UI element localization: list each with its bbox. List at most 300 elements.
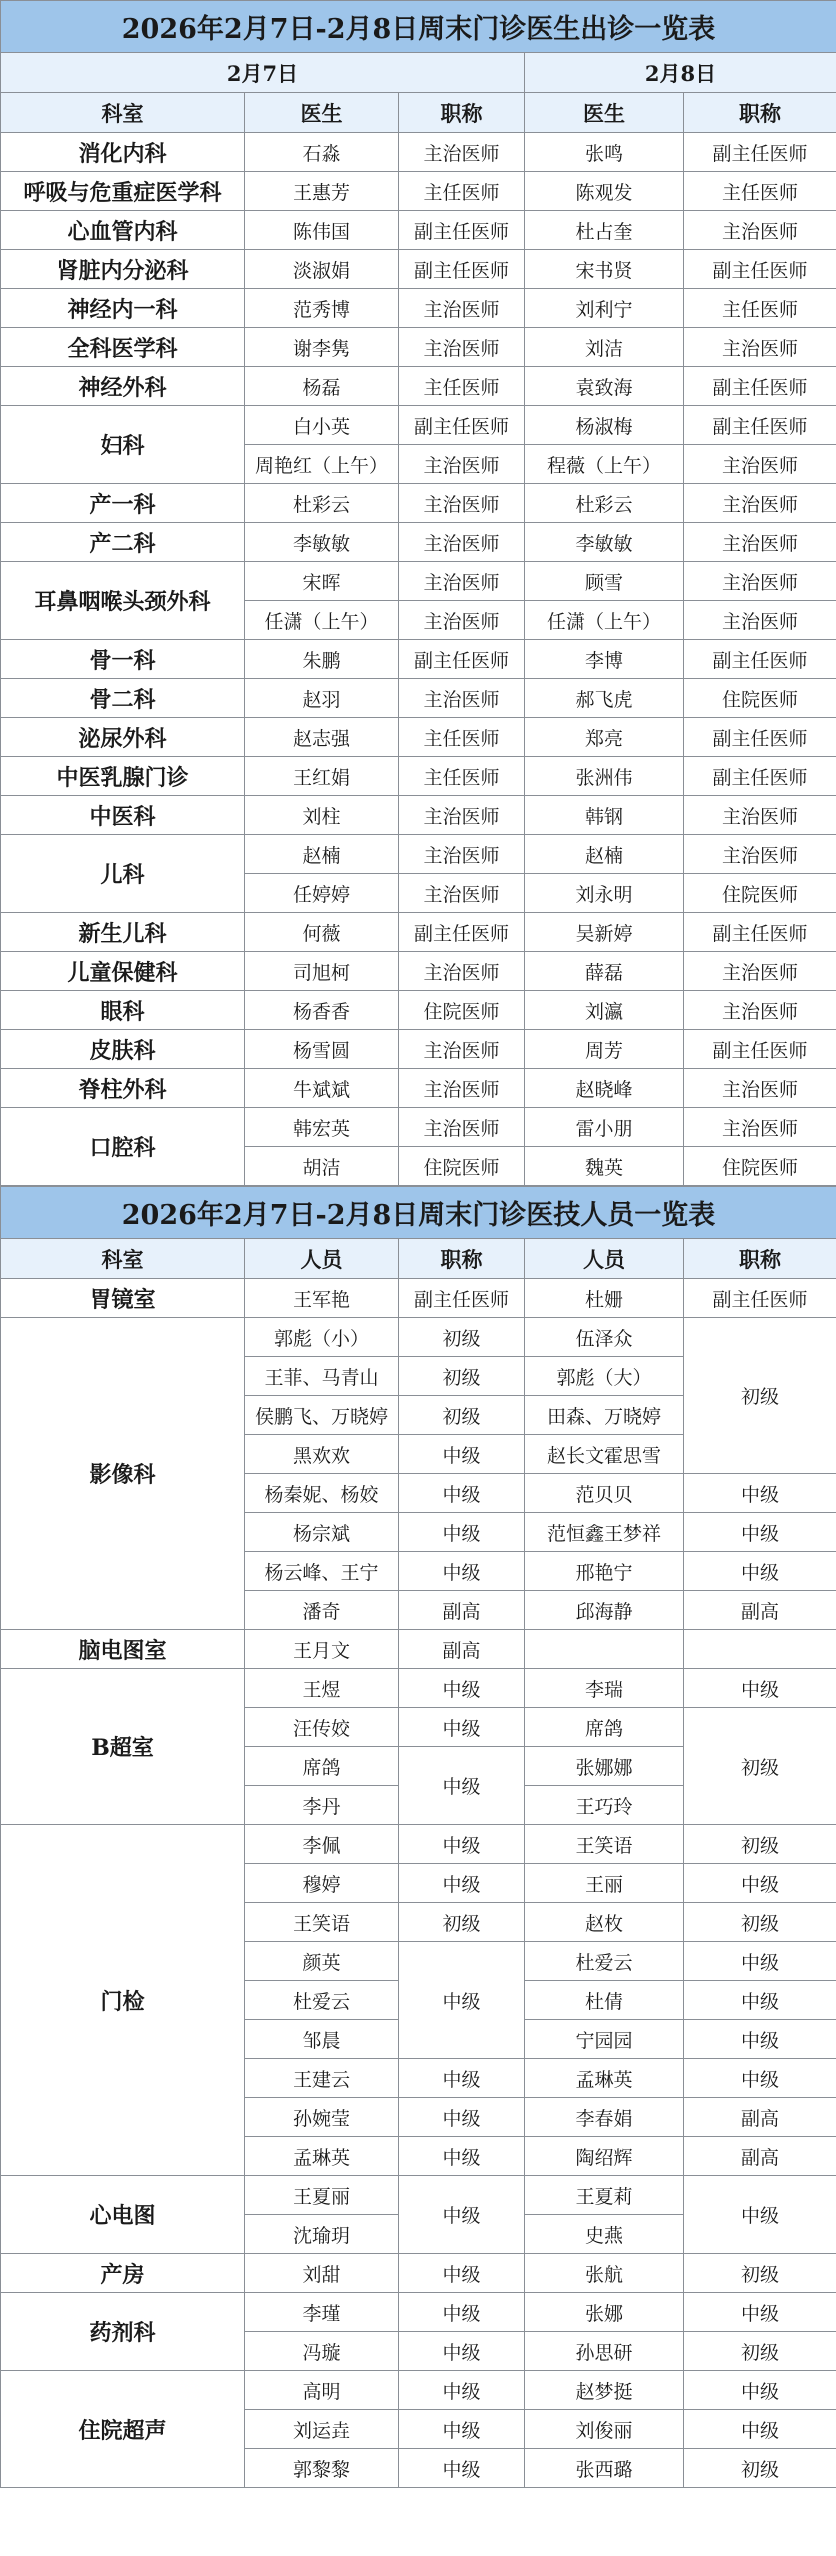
doctor-cell-title-day1: 主治医师 [399, 601, 525, 640]
doctor-cell-dept: 消化内科 [1, 133, 245, 172]
tech-cell-title-day1: 副高 [399, 1591, 525, 1630]
doctor-cell-staff-day1: 何薇 [245, 913, 399, 952]
tech-cell-staff-day1: 席鸽 [245, 1747, 399, 1786]
tech-header-title-day2: 职称 [684, 1239, 836, 1279]
tech-cell-staff-day1: 王军艳 [245, 1279, 399, 1318]
tech-cell-dept: 门检 [1, 1825, 245, 2176]
doctor-cell-title-day1: 主治医师 [399, 484, 525, 523]
tech-table-title: 2026年2月7日-2月8日周末门诊医技人员一览表 [1, 1187, 836, 1239]
tech-cell-staff-day1: 杨云峰、王宁 [245, 1552, 399, 1591]
tech-cell-staff-day1: 李瑾 [245, 2293, 399, 2332]
doctor-cell-staff-day2: 周芳 [525, 1030, 684, 1069]
doctor-cell-title-day2: 副主任医师 [684, 757, 836, 796]
doctor-cell-title-day2: 主治医师 [684, 991, 836, 1030]
doctor-cell-title-day1: 主治医师 [399, 445, 525, 484]
tech-cell-title-day2: 中级 [684, 2293, 836, 2332]
doctor-cell-title-day1: 主治医师 [399, 1069, 525, 1108]
doctor-cell-title-day2: 主任医师 [684, 289, 836, 328]
doctor-cell-staff-day1: 杨香香 [245, 991, 399, 1030]
doctor-cell-dept: 儿科 [1, 835, 245, 913]
doctor-cell-dept: 产一科 [1, 484, 245, 523]
tech-cell-title-day2: 副高 [684, 2137, 836, 2176]
tech-cell-title-day1: 中级 [399, 1513, 525, 1552]
tech-row [1, 1279, 836, 1318]
doctor-cell-title-day2: 主治医师 [684, 523, 836, 562]
tech-cell-staff-day2: 席鸽 [525, 1708, 684, 1747]
tech-row [1, 1318, 836, 1357]
tech-staff-schedule-table [0, 1186, 836, 2488]
doctor-cell-staff-day2: 赵晓峰 [525, 1069, 684, 1108]
tech-row [1, 1825, 836, 1864]
doctor-cell-dept: 产二科 [1, 523, 245, 562]
doctor-cell-staff-day2: 郑亮 [525, 718, 684, 757]
doctor-row [1, 679, 836, 718]
tech-cell-title-day2: 中级 [684, 1981, 836, 2020]
tech-cell-staff-day1: 刘运垚 [245, 2410, 399, 2449]
tech-cell-title-day2: 中级 [684, 1864, 836, 1903]
doctor-cell-staff-day1: 淡淑娟 [245, 250, 399, 289]
tech-cell-staff-day2: 宁园园 [525, 2020, 684, 2059]
tech-cell-title-day1: 初级 [399, 1318, 525, 1357]
doctor-cell-staff-day2: 杨淑梅 [525, 406, 684, 445]
tech-cell-staff-day2: 孟琳英 [525, 2059, 684, 2098]
doctor-row [1, 367, 836, 406]
tech-cell-staff-day1: 颜英 [245, 1942, 399, 1981]
doctor-cell-staff-day1: 王惠芳 [245, 172, 399, 211]
tech-row [1, 2176, 836, 2215]
doctor-cell-title-day2: 副主任医师 [684, 250, 836, 289]
tech-cell-title-day1: 中级 [399, 2371, 525, 2410]
doctor-cell-title-day1: 主治医师 [399, 562, 525, 601]
doctor-cell-staff-day1: 宋晖 [245, 562, 399, 601]
tech-cell-title-day1: 中级 [399, 2410, 525, 2449]
doctor-cell-title-day1: 主治医师 [399, 679, 525, 718]
doctor-cell-staff-day1: 任婷婷 [245, 874, 399, 913]
doctor-cell-title-day2: 副主任医师 [684, 133, 836, 172]
tech-cell-staff-day1: 王建云 [245, 2059, 399, 2098]
tech-cell-staff-day1: 孟琳英 [245, 2137, 399, 2176]
doctor-cell-title-day2: 主治医师 [684, 1108, 836, 1147]
doctor-cell-title-day2: 住院医师 [684, 679, 836, 718]
tech-cell-staff-day2: 张航 [525, 2254, 684, 2293]
tech-cell-title-day2: 中级 [684, 2410, 836, 2449]
doctor-row [1, 1069, 836, 1108]
tech-row [1, 2254, 836, 2293]
doctor-row [1, 133, 836, 172]
tech-cell-title-day2: 副高 [684, 2098, 836, 2137]
tech-cell-title-day1: 中级 [399, 2449, 525, 2488]
tech-cell-title-day1: 中级 [399, 2098, 525, 2137]
tech-cell-staff-day2: 伍泽众 [525, 1318, 684, 1357]
tech-cell-staff-day1: 潘奇 [245, 1591, 399, 1630]
doctor-cell-staff-day1: 杨雪圆 [245, 1030, 399, 1069]
tech-header-staff-day2: 人员 [525, 1239, 684, 1279]
tech-cell-staff-day1: 王月文 [245, 1630, 399, 1669]
tech-header-department: 科室 [1, 1239, 245, 1279]
doctor-cell-dept: 神经内一科 [1, 289, 245, 328]
doctor-cell-staff-day1: 胡洁 [245, 1147, 399, 1186]
doctor-cell-dept: 全科医学科 [1, 328, 245, 367]
doctor-cell-staff-day2: 程薇（上午） [525, 445, 684, 484]
tech-cell-staff-day1: 王笑语 [245, 1903, 399, 1942]
doctor-row [1, 757, 836, 796]
doctor-cell-title-day2: 副主任医师 [684, 718, 836, 757]
tech-cell-title-day1: 初级 [399, 1357, 525, 1396]
doctor-cell-title-day1: 副主任医师 [399, 640, 525, 679]
tech-cell-title-day1: 中级 [399, 1435, 525, 1474]
tech-cell-title-day2: 中级 [684, 1942, 836, 1981]
tech-cell-staff-day2: 王丽 [525, 1864, 684, 1903]
tech-cell-staff-day1: 李佩 [245, 1825, 399, 1864]
doctor-row [1, 406, 836, 445]
header-doctor-day2: 医生 [525, 93, 684, 133]
tech-cell-staff-day1: 郭彪（小） [245, 1318, 399, 1357]
doctor-cell-staff-day1: 韩宏英 [245, 1108, 399, 1147]
tech-cell-title-day2 [684, 1630, 836, 1669]
day1-header: 2月7日 [1, 53, 525, 93]
tech-cell-staff-day2: 邱海静 [525, 1591, 684, 1630]
doctor-cell-dept: 眼科 [1, 991, 245, 1030]
doctor-row [1, 250, 836, 289]
tech-cell-title-day1: 中级 [399, 1708, 525, 1747]
doctor-cell-title-day2: 副主任医师 [684, 367, 836, 406]
doctor-cell-title-day2: 主治医师 [684, 211, 836, 250]
doctor-row [1, 211, 836, 250]
tech-cell-staff-day2: 郭彪（大） [525, 1357, 684, 1396]
tech-cell-title-day1: 初级 [399, 1903, 525, 1942]
doctor-cell-title-day2: 主任医师 [684, 172, 836, 211]
tech-cell-staff-day2: 赵枚 [525, 1903, 684, 1942]
tech-cell-dept: 药剂科 [1, 2293, 245, 2371]
doctor-row [1, 913, 836, 952]
doctor-cell-dept: 心血管内科 [1, 211, 245, 250]
tech-cell-staff-day2: 王笑语 [525, 1825, 684, 1864]
doctor-cell-staff-day2: 刘洁 [525, 328, 684, 367]
tech-cell-staff-day1: 孙婉莹 [245, 2098, 399, 2137]
tech-header-staff-day1: 人员 [245, 1239, 399, 1279]
tech-cell-dept: 住院超声 [1, 2371, 245, 2488]
doctor-row [1, 640, 836, 679]
doctor-cell-staff-day2: 刘利宁 [525, 289, 684, 328]
tech-cell-title-day2: 副主任医师 [684, 1279, 836, 1318]
doctor-cell-title-day1: 主任医师 [399, 367, 525, 406]
tech-cell-title-day2: 中级 [684, 1474, 836, 1513]
tech-cell-staff-day1: 王煜 [245, 1669, 399, 1708]
doctor-cell-staff-day1: 赵志强 [245, 718, 399, 757]
doctor-cell-title-day1: 主治医师 [399, 796, 525, 835]
day2-header: 2月8日 [525, 53, 836, 93]
doctor-cell-dept: 口腔科 [1, 1108, 245, 1186]
doctor-cell-staff-day2: 张洲伟 [525, 757, 684, 796]
doctor-cell-staff-day1: 朱鹏 [245, 640, 399, 679]
tech-cell-staff-day2: 张娜 [525, 2293, 684, 2332]
tech-cell-title-day2: 初级 [684, 1318, 836, 1474]
doctor-cell-staff-day2: 任潇（上午） [525, 601, 684, 640]
tech-cell-staff-day1: 李丹 [245, 1786, 399, 1825]
tech-cell-title-day2: 初级 [684, 1825, 836, 1864]
tech-cell-staff-day2: 范贝贝 [525, 1474, 684, 1513]
doctor-cell-title-day2: 主治医师 [684, 1069, 836, 1108]
tech-cell-staff-day1: 王菲、马青山 [245, 1357, 399, 1396]
doctor-cell-title-day1: 主任医师 [399, 718, 525, 757]
doctor-cell-title-day1: 主治医师 [399, 835, 525, 874]
doctor-cell-staff-day2: 陈观发 [525, 172, 684, 211]
doctor-cell-staff-day2: 韩钢 [525, 796, 684, 835]
header-doctor-day1: 医生 [245, 93, 399, 133]
doctor-cell-staff-day1: 牛斌斌 [245, 1069, 399, 1108]
doctor-cell-dept: 儿童保健科 [1, 952, 245, 991]
header-title-day1: 职称 [399, 93, 525, 133]
tech-cell-title-day2: 初级 [684, 1708, 836, 1825]
doctor-row [1, 1108, 836, 1147]
tech-cell-staff-day2: 李瑞 [525, 1669, 684, 1708]
tech-cell-title-day2: 初级 [684, 2254, 836, 2293]
doctor-cell-staff-day2: 刘瀛 [525, 991, 684, 1030]
doctor-cell-staff-day2: 袁致海 [525, 367, 684, 406]
tech-cell-staff-day1: 沈瑜玥 [245, 2215, 399, 2254]
tech-cell-staff-day2: 刘俊丽 [525, 2410, 684, 2449]
doctor-cell-dept: 骨二科 [1, 679, 245, 718]
tech-cell-staff-day2: 田森、万晓婷 [525, 1396, 684, 1435]
tech-cell-title-day1: 中级 [399, 2176, 525, 2254]
tech-row [1, 1630, 836, 1669]
doctor-cell-dept: 骨一科 [1, 640, 245, 679]
doctor-cell-title-day2: 住院医师 [684, 874, 836, 913]
tech-cell-title-day1: 中级 [399, 2332, 525, 2371]
tech-cell-title-day1: 中级 [399, 1864, 525, 1903]
doctor-cell-title-day1: 住院医师 [399, 991, 525, 1030]
doctor-cell-staff-day1: 白小英 [245, 406, 399, 445]
doctor-row [1, 991, 836, 1030]
doctor-cell-title-day1: 副主任医师 [399, 211, 525, 250]
doctor-cell-staff-day1: 周艳红（上午） [245, 445, 399, 484]
doctor-row [1, 172, 836, 211]
tech-cell-title-day1: 中级 [399, 2254, 525, 2293]
tech-cell-title-day2: 中级 [684, 1669, 836, 1708]
doctor-cell-staff-day1: 陈伟国 [245, 211, 399, 250]
doctor-row [1, 484, 836, 523]
tech-cell-staff-day2: 杜爱云 [525, 1942, 684, 1981]
doctor-cell-staff-day1: 杜彩云 [245, 484, 399, 523]
tech-cell-title-day2: 中级 [684, 1513, 836, 1552]
tech-cell-title-day2: 中级 [684, 2176, 836, 2254]
doctor-cell-title-day1: 主治医师 [399, 133, 525, 172]
doctor-row [1, 952, 836, 991]
tech-row [1, 1669, 836, 1708]
doctor-cell-title-day2: 副主任医师 [684, 913, 836, 952]
tech-cell-staff-day2: 杜姗 [525, 1279, 684, 1318]
doctor-cell-dept: 中医乳腺门诊 [1, 757, 245, 796]
doctor-cell-title-day1: 副主任医师 [399, 406, 525, 445]
doctor-cell-title-day1: 住院医师 [399, 1147, 525, 1186]
doctor-cell-title-day1: 副主任医师 [399, 913, 525, 952]
tech-cell-staff-day2: 邢艳宁 [525, 1552, 684, 1591]
tech-cell-staff-day1: 黑欢欢 [245, 1435, 399, 1474]
doctor-cell-staff-day1: 赵羽 [245, 679, 399, 718]
doctor-cell-staff-day2: 张鸣 [525, 133, 684, 172]
doctor-cell-staff-day2: 赵楠 [525, 835, 684, 874]
doctor-cell-title-day1: 主治医师 [399, 952, 525, 991]
tech-cell-staff-day1: 王夏丽 [245, 2176, 399, 2215]
doctor-row [1, 562, 836, 601]
doctor-cell-staff-day1: 刘柱 [245, 796, 399, 835]
doctor-cell-dept: 新生儿科 [1, 913, 245, 952]
tech-cell-title-day2: 初级 [684, 2449, 836, 2488]
tech-cell-title-day1: 初级 [399, 1396, 525, 1435]
tech-cell-title-day1: 副主任医师 [399, 1279, 525, 1318]
doctor-cell-title-day1: 主治医师 [399, 1108, 525, 1147]
doctor-cell-staff-day2: 吴新婷 [525, 913, 684, 952]
doctor-row [1, 796, 836, 835]
tech-cell-title-day1: 中级 [399, 1825, 525, 1864]
tech-cell-staff-day1: 杨宗斌 [245, 1513, 399, 1552]
tech-cell-staff-day2: 赵长文霍思雪 [525, 1435, 684, 1474]
tech-cell-dept: B超室 [1, 1669, 245, 1825]
doctor-row [1, 1030, 836, 1069]
doctor-cell-dept: 呼吸与危重症医学科 [1, 172, 245, 211]
doctor-cell-title-day1: 主任医师 [399, 172, 525, 211]
doctors-table-title: 2026年2月7日-2月8日周末门诊医生出诊一览表 [1, 1, 836, 53]
tech-cell-title-day2: 中级 [684, 1552, 836, 1591]
doctor-cell-dept: 耳鼻咽喉头颈外科 [1, 562, 245, 640]
doctor-cell-staff-day2: 杜占奎 [525, 211, 684, 250]
tech-cell-staff-day2: 李春娟 [525, 2098, 684, 2137]
tech-cell-staff-day1: 穆婷 [245, 1864, 399, 1903]
tech-row [1, 2371, 836, 2410]
doctor-cell-staff-day2: 李博 [525, 640, 684, 679]
tech-cell-staff-day2: 张西璐 [525, 2449, 684, 2488]
tech-cell-staff-day2: 孙思研 [525, 2332, 684, 2371]
tech-cell-title-day2: 初级 [684, 2332, 836, 2371]
tech-cell-staff-day2: 杜倩 [525, 1981, 684, 2020]
tech-cell-title-day1: 中级 [399, 2293, 525, 2332]
doctor-cell-dept: 皮肤科 [1, 1030, 245, 1069]
doctor-cell-dept: 中医科 [1, 796, 245, 835]
tech-cell-title-day2: 副高 [684, 1591, 836, 1630]
doctor-cell-staff-day1: 任潇（上午） [245, 601, 399, 640]
doctor-cell-staff-day2: 李敏敏 [525, 523, 684, 562]
doctor-cell-staff-day2: 魏英 [525, 1147, 684, 1186]
doctor-cell-title-day2: 主治医师 [684, 796, 836, 835]
tech-cell-title-day1: 中级 [399, 2059, 525, 2098]
doctor-cell-title-day2: 主治医师 [684, 952, 836, 991]
tech-cell-title-day2: 中级 [684, 2059, 836, 2098]
doctor-cell-title-day1: 主治医师 [399, 523, 525, 562]
tech-cell-staff-day2: 赵梦挺 [525, 2371, 684, 2410]
doctor-cell-title-day1: 主治医师 [399, 874, 525, 913]
tech-cell-staff-day2 [525, 1630, 684, 1669]
doctor-cell-dept: 神经外科 [1, 367, 245, 406]
doctor-cell-staff-day1: 谢李隽 [245, 328, 399, 367]
tech-header-title-day1: 职称 [399, 1239, 525, 1279]
doctor-cell-staff-day1: 范秀博 [245, 289, 399, 328]
doctor-cell-staff-day1: 石淼 [245, 133, 399, 172]
tech-cell-staff-day2: 史燕 [525, 2215, 684, 2254]
tech-cell-title-day1: 中级 [399, 1474, 525, 1513]
doctor-cell-staff-day2: 宋书贤 [525, 250, 684, 289]
tech-cell-title-day1: 中级 [399, 2137, 525, 2176]
tech-cell-staff-day1: 郭黎黎 [245, 2449, 399, 2488]
doctor-cell-staff-day2: 顾雪 [525, 562, 684, 601]
tech-cell-dept: 胃镜室 [1, 1279, 245, 1318]
tech-cell-staff-day1: 杨秦妮、杨姣 [245, 1474, 399, 1513]
doctor-cell-dept: 肾脏内分泌科 [1, 250, 245, 289]
doctor-cell-title-day1: 主治医师 [399, 289, 525, 328]
doctor-cell-staff-day1: 王红娟 [245, 757, 399, 796]
doctor-cell-title-day2: 主治医师 [684, 601, 836, 640]
doctor-cell-staff-day1: 杨磊 [245, 367, 399, 406]
tech-cell-staff-day1: 汪传姣 [245, 1708, 399, 1747]
doctor-cell-staff-day2: 刘永明 [525, 874, 684, 913]
doctor-cell-title-day2: 副主任医师 [684, 640, 836, 679]
tech-cell-staff-day1: 邹晨 [245, 2020, 399, 2059]
tech-cell-title-day1: 中级 [399, 1747, 525, 1825]
tech-cell-staff-day1: 刘甜 [245, 2254, 399, 2293]
doctor-row [1, 835, 836, 874]
doctor-row [1, 328, 836, 367]
tech-cell-dept: 产房 [1, 2254, 245, 2293]
doctor-cell-dept: 妇科 [1, 406, 245, 484]
tech-cell-title-day1: 中级 [399, 1552, 525, 1591]
tech-row [1, 2293, 836, 2332]
doctor-row [1, 289, 836, 328]
doctor-cell-title-day2: 主治医师 [684, 562, 836, 601]
tech-cell-dept: 脑电图室 [1, 1630, 245, 1669]
doctor-cell-dept: 脊柱外科 [1, 1069, 245, 1108]
doctor-cell-title-day2: 主治医师 [684, 445, 836, 484]
doctor-cell-staff-day2: 薛磊 [525, 952, 684, 991]
doctor-row [1, 718, 836, 757]
doctor-cell-title-day2: 住院医师 [684, 1147, 836, 1186]
tech-cell-title-day1: 中级 [399, 1669, 525, 1708]
doctor-cell-title-day1: 主任医师 [399, 757, 525, 796]
doctor-cell-staff-day2: 雷小朋 [525, 1108, 684, 1147]
doctor-cell-title-day2: 副主任医师 [684, 1030, 836, 1069]
doctor-row [1, 523, 836, 562]
tech-cell-staff-day1: 高明 [245, 2371, 399, 2410]
tech-cell-staff-day1: 侯鹏飞、万晓婷 [245, 1396, 399, 1435]
tech-cell-staff-day1: 杜爱云 [245, 1981, 399, 2020]
header-title-day2: 职称 [684, 93, 836, 133]
tech-cell-dept: 心电图 [1, 2176, 245, 2254]
tech-cell-title-day1: 中级 [399, 1942, 525, 2059]
doctor-cell-staff-day1: 李敏敏 [245, 523, 399, 562]
doctor-cell-title-day2: 副主任医师 [684, 406, 836, 445]
tech-cell-staff-day2: 范恒鑫王梦祥 [525, 1513, 684, 1552]
doctor-cell-title-day2: 主治医师 [684, 484, 836, 523]
header-department: 科室 [1, 93, 245, 133]
tech-cell-dept: 影像科 [1, 1318, 245, 1630]
tech-cell-staff-day1: 冯璇 [245, 2332, 399, 2371]
tech-cell-title-day2: 初级 [684, 1903, 836, 1942]
tech-cell-title-day2: 中级 [684, 2020, 836, 2059]
tech-cell-title-day2: 中级 [684, 2371, 836, 2410]
doctor-cell-title-day2: 主治医师 [684, 835, 836, 874]
doctor-cell-staff-day2: 郝飞虎 [525, 679, 684, 718]
doctor-cell-title-day1: 主治医师 [399, 1030, 525, 1069]
doctor-cell-title-day2: 主治医师 [684, 328, 836, 367]
tech-cell-staff-day2: 王巧玲 [525, 1786, 684, 1825]
doctor-cell-title-day1: 副主任医师 [399, 250, 525, 289]
tech-cell-staff-day2: 王夏莉 [525, 2176, 684, 2215]
doctor-cell-staff-day1: 司旭柯 [245, 952, 399, 991]
doctor-cell-dept: 泌尿外科 [1, 718, 245, 757]
tech-cell-staff-day2: 张娜娜 [525, 1747, 684, 1786]
doctor-cell-staff-day1: 赵楠 [245, 835, 399, 874]
doctor-cell-staff-day2: 杜彩云 [525, 484, 684, 523]
doctor-cell-title-day1: 主治医师 [399, 328, 525, 367]
tech-cell-staff-day2: 陶绍辉 [525, 2137, 684, 2176]
